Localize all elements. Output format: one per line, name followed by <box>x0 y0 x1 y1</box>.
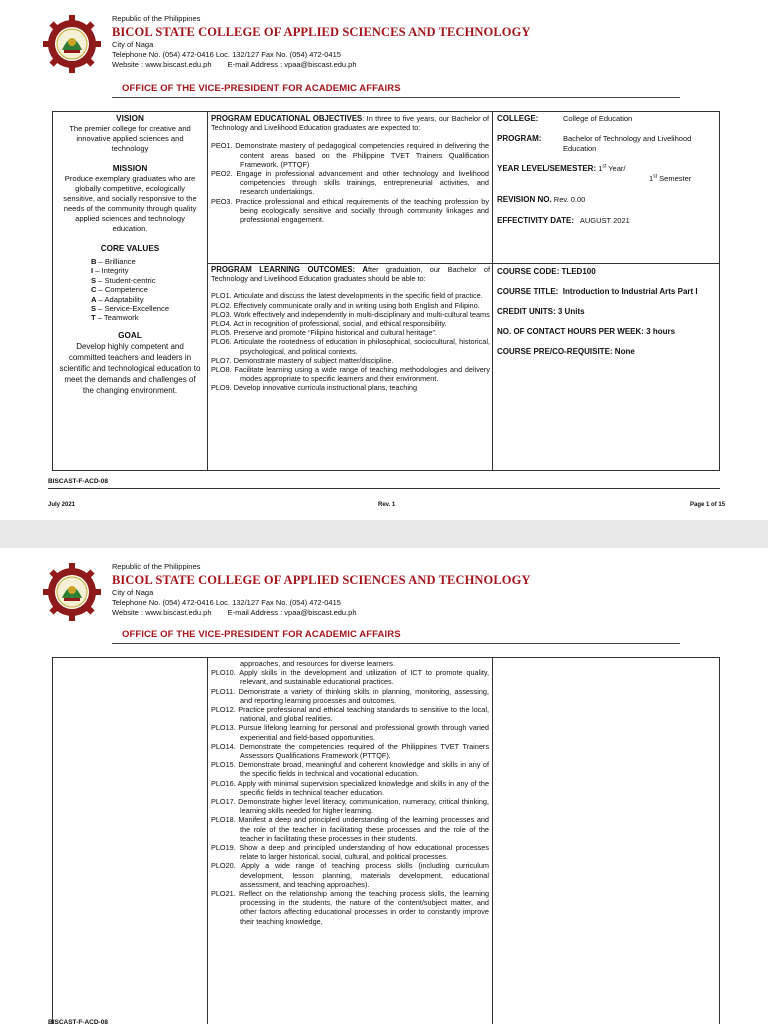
plo-item: PLO16. Apply with minimal supervision specialized knowledge and skills in any of the specific fields in technical teacher education. <box>211 778 489 797</box>
website-email-line <box>112 60 531 70</box>
website-link[interactable]: Website : www.biscast.edu.ph <box>112 60 212 69</box>
republic-line: Republic of the Philippines <box>112 562 201 571</box>
core-value-item: A – Adaptability <box>90 294 144 304</box>
peo-item: PEO2. Engage in professional advancement and other technology and livelihood competencies through skills trainings, entrepreneurial activities, and research undertakings. <box>211 169 489 197</box>
telephone-line: Telephone No. (054) 472-0416 Loc. 132/127 Fax No. (054) 472-0415 <box>112 598 341 607</box>
semester-row: 1st Semester <box>649 173 692 183</box>
plo-item: PLO9. Develop innovative curricula instructional plans, teaching <box>211 383 418 393</box>
plo-item: PLO7. Demonstrate mastery of subject matter/discipline. <box>211 355 394 365</box>
office-title: OFFICE OF THE VICE-PRESIDENT FOR ACADEMIC AFFAIRS <box>122 83 401 94</box>
core-value-item: T – Teamwork <box>90 313 139 323</box>
college-row: COLLEGE: College of Education <box>497 114 633 123</box>
goal-heading: GOAL <box>118 331 142 341</box>
college-seal-logo <box>42 14 102 74</box>
plo-section <box>211 265 490 469</box>
plo-item: PLO18. Manifest a deep and principled understanding of the learning processes and the role of the teacher in facilitating these processes and the role of the teacher in facilitating these processes in their students. <box>211 815 489 843</box>
letterhead <box>112 14 531 70</box>
course-info-top <box>497 114 717 226</box>
plo-continued <box>208 658 493 1024</box>
contact-hours: NO. OF CONTACT HOURS PER WEEK: 3 hours <box>497 327 676 336</box>
right-column-empty <box>493 658 719 1024</box>
revision-row: REVISION NO. Rev. 0.00 <box>497 195 586 204</box>
plo-item: PLO17. Demonstrate higher level literacy, communication, numeracy, critical thinking, learning skills needed for higher learning. <box>211 797 489 816</box>
credit-units: CREDIT UNITS: 3 Units <box>497 307 585 316</box>
left-column-empty <box>53 658 208 1024</box>
telephone-line: Telephone No. (054) 472-0416 Loc. 132/127 Fax No. (054) 472-0415 <box>112 50 341 59</box>
republic-line: Republic of the Philippines <box>112 14 201 23</box>
form-code-partial: BISCAST-F-ACD-08 <box>48 1019 108 1024</box>
course-code: COURSE CODE: TLED100 <box>497 267 596 276</box>
plo-item: PLO19. Show a deep and principled understanding of how educational processes relate to larger historical, social, cultural, and political processes. <box>211 843 489 862</box>
footer-date: July 2021 <box>48 502 76 508</box>
core-value-item: I – Integrity <box>90 266 129 276</box>
website-email-line <box>112 608 531 618</box>
plo-item: PLO2. Effectively communicate orally and in writing using both English and Filipino. <box>211 300 480 310</box>
footer-revision: Rev. 1 <box>378 502 396 508</box>
mission-text: Produce exemplary graduates who are globally competitive, ecologically sensitive, and socially responsive to the needs of the community through quality applied sciences and technology education. <box>63 174 197 233</box>
plo-item: PLO1. Articulate and discuss the latest developments in the specific field of practice. <box>211 291 483 301</box>
form-code: BISCAST-F-ACD-08 <box>48 478 108 485</box>
syllabus-table-continued <box>52 657 720 1024</box>
syllabus-table <box>52 111 720 471</box>
vision-text: The premier college for creative and innovative applied sciences and technology <box>69 124 191 153</box>
year-level-row: YEAR LEVEL/SEMESTER: 1st Year/ <box>497 163 626 173</box>
plo-item: PLO6. Articulate the rootedness of education in philosophical, sociocultural, historical, psychological, and political contexts. <box>211 337 490 356</box>
college-name: BICOL STATE COLLEGE OF APPLIED SCIENCES AND TECHNOLOGY <box>112 25 531 39</box>
core-value-item: C – Competence <box>90 285 148 295</box>
core-value-item: S – Service-Excellence <box>90 304 170 314</box>
college-seal-logo <box>42 562 102 622</box>
left-column <box>53 112 208 470</box>
plo-item: PLO13. Pursue lifelong learning for personal and professional growth through varied experiential and field-based opportunities. <box>211 723 489 742</box>
city-line: City of Naga <box>112 40 154 49</box>
prerequisite: COURSE PRE/CO-REQUISITE: None <box>497 347 635 356</box>
plo-item: PLO15. Demonstrate broad, meaningful and coherent knowledge and skills in any of the specific fields in technical and vocational education. <box>211 760 490 779</box>
plo-item: PLO3. Work effectively and independently in multi-disciplinary and multi-cultural teams <box>211 309 490 319</box>
plo-intro: PROGRAM LEARNING OUTCOMES: After graduation, our Bachelor of Technology and Livelihood Education graduates should be able to: <box>211 265 490 284</box>
peo-intro: PROGRAM EDUCATIONAL OBJECTIVES: In three to five years, our Bachelor of Technology and Livelihood Education graduates are expected to: <box>211 114 489 133</box>
plo-item: PLO12. Practice professional and ethical teaching standards to sensitive to the local, national, and global realities. <box>211 705 489 724</box>
office-underline <box>112 97 680 98</box>
course-info-bottom <box>497 267 717 357</box>
footer-line <box>48 488 720 489</box>
email-link[interactable]: E-mail Address : vpaa@biscast.edu.ph <box>227 60 357 69</box>
plo-item: PLO8. Facilitate learning using a wide range of teaching methodologies and delivery modes appropriate to specific learners and their environment. <box>211 365 490 384</box>
city-line: City of Naga <box>112 588 154 597</box>
core-value-item: B – Brilliance <box>90 257 136 266</box>
page-gap <box>0 520 768 548</box>
plo-item: PLO20. Apply a wide range of teaching process skills (including curriculum development, lesson planning, materials development, educational assessment, and teaching approaches). <box>211 861 489 889</box>
program-row: PROGRAM: Bachelor of Technology and Livelihood Education <box>497 134 692 153</box>
core-values-list <box>91 257 169 323</box>
core-value-item: S – Student-centric <box>90 275 156 285</box>
core-values-heading: CORE VALUES <box>100 244 160 253</box>
website-link[interactable]: Website : www.biscast.edu.ph <box>112 608 212 617</box>
office-underline <box>112 643 680 644</box>
plo-item: PLO10. Apply skills in the development and utilization of ICT to promote quality, relevant, and sustainable educational practices. <box>211 668 490 687</box>
course-title-row: COURSE TITLE: Introduction to Industrial Arts Part I <box>497 287 698 296</box>
footer-page-number: Page 1 of 15 <box>690 502 726 508</box>
plo-item: PLO21. Reflect on the relationship among the teaching process skills, the learning processing in the students, the nature of the content/subject matter, and other factors affecting educational processes in order to constantly improve their teaching knowledge, <box>211 889 489 926</box>
peo-item: PEO3. Practice professional and ethical requirements of the teaching profession by being ecologically sensitive and socially through community linkages and professional engagement. <box>211 196 489 225</box>
plo-item: PLO4. Act in recognition of professional, social, and ethical responsibility. <box>211 319 447 329</box>
vision-heading: VISION <box>116 114 144 123</box>
plo-continuation-text: approaches, and resources for diverse learners. <box>240 659 395 668</box>
college-name: BICOL STATE COLLEGE OF APPLIED SCIENCES AND TECHNOLOGY <box>112 573 531 587</box>
goal-text: Develop highly competent and committed teachers and leaders in scientific and technological education to meet the demands and challenges of the changing environment. <box>59 342 201 396</box>
mission-heading: MISSION <box>112 164 148 173</box>
letterhead <box>112 562 531 618</box>
plo-item: PLO14. Demonstrate the competencies required of the Philippines TVET Trainers Assessors Qualifications Framework (PTTQF). <box>211 741 489 761</box>
effectivity-row: EFFECTIVITY DATE: AUGUST 2021 <box>497 216 630 225</box>
office-title: OFFICE OF THE VICE-PRESIDENT FOR ACADEMIC AFFAIRS <box>122 629 401 640</box>
plo-item: PLO5. Preserve and promote “Filipino historical and cultural heritage”. <box>211 328 437 338</box>
peo-item: PEO1. Demonstrate mastery of pedagogical competencies required in delivering the content areas based on the Philippine TVET Trainers Qualification Framework. (PTTQF) <box>211 141 490 169</box>
section-divider <box>208 263 719 264</box>
email-link[interactable]: E-mail Address : vpaa@biscast.edu.ph <box>227 608 357 617</box>
document-page-2 <box>0 548 768 1024</box>
plo-item: PLO11. Demonstrate a variety of thinking skills in planning, monitoring, assessing, and reporting learning processes and outcomes. <box>211 686 489 705</box>
